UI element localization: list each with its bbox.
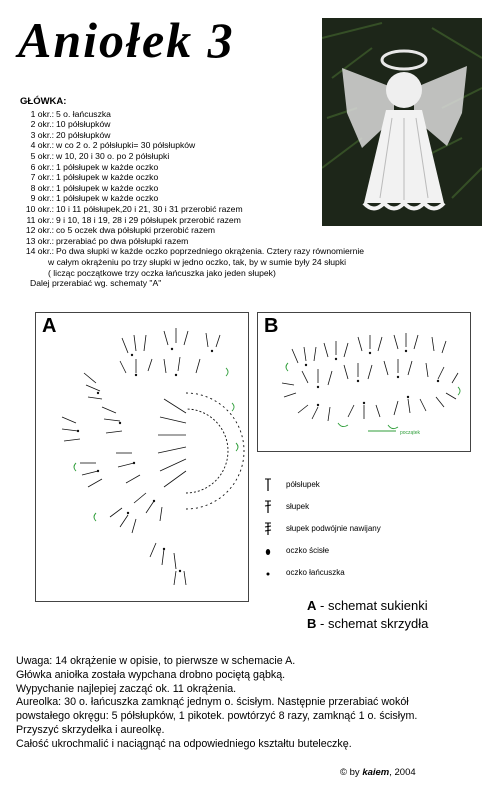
instruction-row xyxy=(14,151,364,162)
instruction-row xyxy=(14,130,364,141)
row-number: 2 okr.: xyxy=(30,119,54,130)
row-text: w co 2 o. 2 półsłupki= 30 półsłupków xyxy=(56,140,196,151)
row-text: 10 półsłupków xyxy=(56,119,111,130)
schemat-b-letter: B xyxy=(307,616,317,631)
schemat-key xyxy=(307,597,428,633)
row-number: 3 okr.: xyxy=(30,129,54,140)
diagram-a-label: A xyxy=(42,315,57,337)
note-line: powstałego okręgu: 5 półsłupków, 1 pikotek. powtórzyć 8 razy, zamknąć 1 o. ścisłym. xyxy=(16,710,418,723)
row-number: 4 okr.: xyxy=(30,140,54,151)
chain-stitch-icon xyxy=(260,566,276,580)
row-number: 14 okr.: xyxy=(25,246,54,257)
instruction-row xyxy=(14,140,364,151)
row-text: 1 półsłupek w każde oczko xyxy=(56,193,159,204)
row-text: 20 półsłupków xyxy=(56,129,111,140)
slip-stitch-symbol xyxy=(260,544,276,558)
row-text: co 5 oczek dwa półsłupki przerobić razem xyxy=(56,225,216,236)
slip-stitch-icon xyxy=(260,544,276,558)
instruction-row xyxy=(14,172,364,183)
row-number: 9 okr.: xyxy=(30,193,54,204)
treble-crochet-symbol xyxy=(260,522,276,536)
row-number: 5 okr.: xyxy=(30,150,54,161)
page-title: Aniołek 3 xyxy=(18,12,235,68)
legend-text: półsłupek xyxy=(286,480,320,489)
note-line: Całość ukrochmalić i naciągnąć na odpowiedniego kształtu buteleczkę. xyxy=(16,737,352,750)
note-line: Aureolka: 30 o. łańcuszka zamknąć jednym o. ścisłym. Następnie przerabiać wokół xyxy=(16,696,409,709)
half-double-crochet-icon xyxy=(260,478,276,492)
row-number: 12 okr.: xyxy=(25,225,54,236)
schemat-a-letter: A xyxy=(307,598,317,613)
row-text: przerabiać po dwa półsłupki razem xyxy=(56,235,189,246)
chain-stitch-symbol xyxy=(260,566,276,580)
legend-item xyxy=(260,478,460,492)
row-text: 1 półsłupek w każde oczko xyxy=(56,161,159,172)
diagram-b-start-tag: początek xyxy=(400,430,421,436)
treble-crochet-icon xyxy=(260,522,276,536)
diagram-b xyxy=(257,312,471,452)
instruction-row-14 xyxy=(14,246,364,257)
instruction-row xyxy=(14,109,364,120)
footer-prefix: © by xyxy=(340,767,363,778)
instruction-row xyxy=(14,204,364,215)
row-number: 7 okr.: xyxy=(30,172,54,183)
schemat-b xyxy=(307,615,428,633)
instruction-continue: Dalej przerabiać wg. schematy "A" xyxy=(30,278,162,289)
instruction-row xyxy=(14,215,364,226)
instructions xyxy=(14,97,364,289)
legend-item xyxy=(260,544,460,558)
row-number: 1 okr.: xyxy=(30,108,54,119)
row-text: 9 i 10, 18 i 19, 28 i 29 półsłupek przerobić razem xyxy=(56,214,241,225)
diagram-a xyxy=(35,312,249,602)
row-number: 6 okr.: xyxy=(30,161,54,172)
instructions-heading: GŁÓWKA: xyxy=(20,96,67,107)
half-double-crochet-symbol xyxy=(260,478,276,492)
double-crochet-icon xyxy=(260,500,276,514)
note-line: Wypychanie najlepiej zacząć ok. 11 okrążenia. xyxy=(16,682,237,695)
legend-item xyxy=(260,522,460,536)
row-text: w 10, 20 i 30 o. po 2 półsłupki xyxy=(56,150,170,161)
footer-author: kaiem xyxy=(362,767,390,778)
instruction-row-14-note: ( licząc początkowe trzy oczka łańcuszka jako jeden słupek) xyxy=(48,267,276,278)
schemat-a-text: - schemat sukienki xyxy=(316,598,428,613)
row-text: Po dwa słupki w każde oczko poprzedniego okrążenia. Cztery razy równomiernie xyxy=(56,246,365,257)
legend-text: słupek xyxy=(286,502,310,511)
legend-item xyxy=(260,500,460,514)
row-text: 1 półsłupek w każde oczko xyxy=(56,182,159,193)
row-text: 10 i 11 półsłupek,20 i 21, 30 i 31 przerobić razem xyxy=(56,203,243,214)
note-line: Główka aniołka została wypchana drobno pociętą gąbką. xyxy=(16,668,286,681)
instruction-row xyxy=(14,162,364,173)
legend-item xyxy=(260,566,460,580)
schemat-a xyxy=(307,597,428,615)
instruction-row-14-cont: w całym okrążeniu po trzy słupki w jedno oczko, tak, by w sumie były 24 słupki xyxy=(48,256,347,267)
row-text: 5 o. łańcuszka xyxy=(56,108,111,119)
diagram-b-label: B xyxy=(264,315,279,337)
instruction-row xyxy=(14,193,364,204)
footer-suffix: , 2004 xyxy=(389,767,416,778)
row-number: 13 okr.: xyxy=(25,235,54,246)
diagram-b-chart xyxy=(258,313,470,451)
instruction-row xyxy=(14,236,364,247)
instruction-row xyxy=(14,225,364,236)
instruction-row xyxy=(14,119,364,130)
row-text: 1 półsłupek w każde oczko xyxy=(56,172,159,183)
notes xyxy=(16,655,417,752)
schemat-b-text: - schemat skrzydła xyxy=(316,616,429,631)
row-number: 10 okr.: xyxy=(25,203,54,214)
footer-credit xyxy=(340,767,416,778)
legend-text: oczko ścisłe xyxy=(286,546,330,555)
double-crochet-symbol xyxy=(260,500,276,514)
diagram-a-chart xyxy=(36,313,248,601)
legend-text: oczko łańcuszka xyxy=(286,568,345,577)
note-line: Przyszyć skrzydełka i aureolkę. xyxy=(16,723,165,736)
instruction-row xyxy=(14,183,364,194)
row-number: 8 okr.: xyxy=(30,182,54,193)
legend-text: słupek podwójnie nawijany xyxy=(286,524,381,533)
note-line: Uwaga: 14 okrążenie w opisie, to pierwsze w schemacie A. xyxy=(16,655,296,667)
row-number: 11 okr.: xyxy=(26,214,54,225)
